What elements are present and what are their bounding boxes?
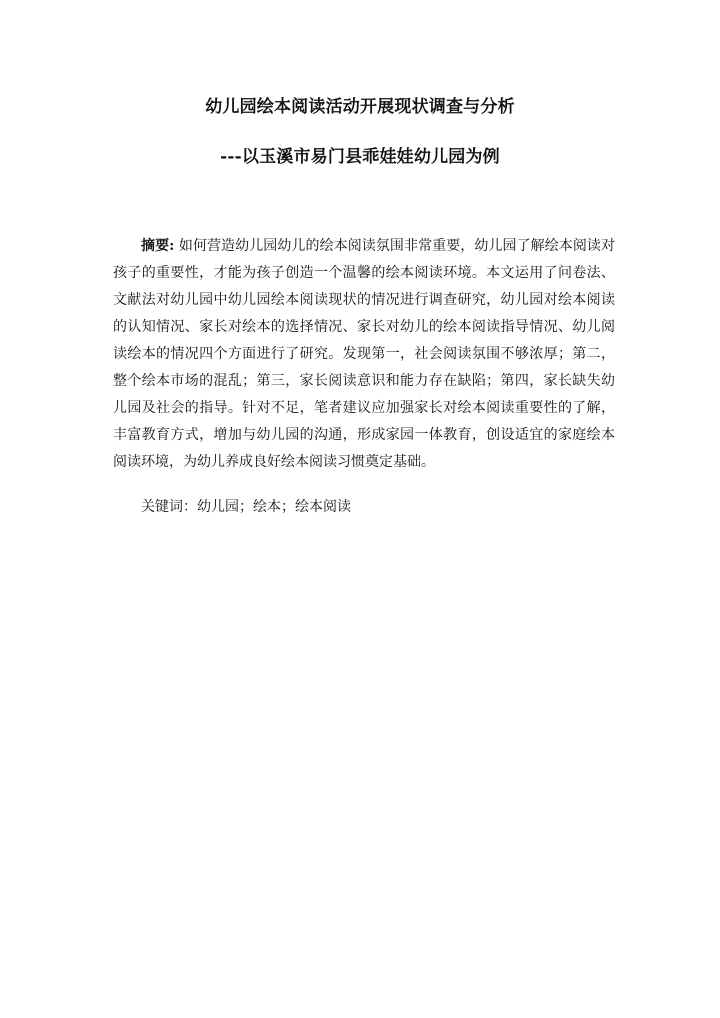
- keywords-paragraph: [113, 494, 615, 521]
- abstract-paragraph: [113, 233, 615, 476]
- keywords-text: 幼儿园；绘本；绘本阅读: [197, 499, 351, 515]
- abstract-text: 如何营造幼儿园幼儿的绘本阅读氛围非常重要，幼儿园了解绘本阅读对孩子的重要性，才能为孩子创造一个温馨的绘本阅读环境。本文运用了问卷法、文献法对幼儿园中幼儿园绘本阅读现状的情况进行调查研究，幼儿园对绘本阅读的认知情况、家长对绘本的选择情况、家长对幼儿的绘本阅读指导情况、幼儿阅读绘本的情况四个方面进行了研究。发现第一，社会阅读氛围不够浓厚；第二，整个绘本市场的混乱；第三，家长阅读意识和能力存在缺陷；第四，家长缺失幼儿园及社会的指导。针对不足，笔者建议应加强家长对绘本阅读重要性的了解，丰富教育方式，增加与幼儿园的沟通，形成家园一体教育，创设适宜的家庭绘本阅读环境，为幼儿养成良好绘本阅读习惯奠定基础。: [113, 238, 616, 470]
- abstract-label: 摘要:: [141, 238, 175, 254]
- document-title: 幼儿园绘本阅读活动开展现状调查与分析: [205, 97, 515, 117]
- keywords-label: 关键词：: [141, 499, 197, 515]
- document-subtitle: ---以玉溪市易门县乖娃娃幼儿园为例: [220, 147, 500, 167]
